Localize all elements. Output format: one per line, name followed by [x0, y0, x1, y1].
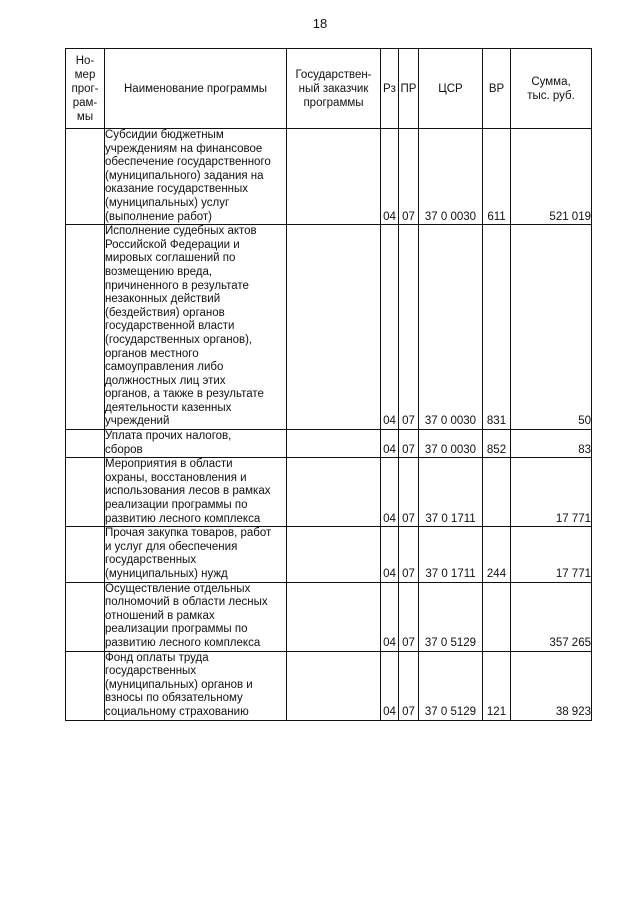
cell-number	[66, 651, 105, 720]
table-row	[66, 527, 592, 582]
cell-rz: 04	[381, 129, 399, 225]
page-number: 18	[312, 16, 328, 31]
table-row	[66, 651, 592, 720]
cell-sum: 17 771	[511, 527, 592, 582]
cell-program-name: Осуществление отдельных полномочий в области лесных отношений в рамках реализации программы по развитию лесного комплекса	[105, 582, 287, 651]
cell-csr: 37 0 0030	[419, 225, 483, 430]
cell-customer	[287, 129, 381, 225]
cell-program-name: Уплата прочих налогов, сборов	[105, 430, 287, 458]
cell-vr	[483, 458, 511, 527]
cell-customer	[287, 225, 381, 430]
cell-rz: 04	[381, 527, 399, 582]
cell-sum: 83	[511, 430, 592, 458]
header-rz: Рз	[381, 49, 399, 129]
header-pr: ПР	[399, 49, 419, 129]
cell-pr: 07	[399, 582, 419, 651]
header-number: Но- мер прог- рам- мы	[66, 49, 105, 129]
table-row	[66, 430, 592, 458]
cell-customer	[287, 527, 381, 582]
cell-program-name: Исполнение судебных актов Российской Федерации и мировых соглашений по возмещению вреда, причиненного в результате незаконных действий (бездействия) органов государственной власти (государственных органов), органов местного самоуправления либо должностных лиц этих органов, а также в результате деятельности казенных учреждений	[105, 225, 287, 430]
cell-number	[66, 527, 105, 582]
cell-sum: 38 923	[511, 651, 592, 720]
header-name: Наименование программы	[105, 49, 287, 129]
cell-csr: 37 0 5129	[419, 582, 483, 651]
cell-vr: 244	[483, 527, 511, 582]
cell-pr: 07	[399, 430, 419, 458]
table-body	[66, 129, 592, 721]
cell-vr: 611	[483, 129, 511, 225]
cell-pr: 07	[399, 651, 419, 720]
header-vr: ВР	[483, 49, 511, 129]
budget-table	[65, 48, 592, 721]
cell-csr: 37 0 0030	[419, 430, 483, 458]
cell-pr: 07	[399, 225, 419, 430]
cell-pr: 07	[399, 458, 419, 527]
cell-sum: 357 265	[511, 582, 592, 651]
cell-csr: 37 0 5129	[419, 651, 483, 720]
cell-number	[66, 430, 105, 458]
cell-rz: 04	[381, 458, 399, 527]
cell-rz: 04	[381, 582, 399, 651]
cell-customer	[287, 582, 381, 651]
cell-vr	[483, 582, 511, 651]
cell-sum: 521 019	[511, 129, 592, 225]
header-sum: Сумма, тыс. руб.	[511, 49, 592, 129]
cell-number	[66, 458, 105, 527]
cell-vr: 852	[483, 430, 511, 458]
cell-customer	[287, 430, 381, 458]
cell-sum: 50	[511, 225, 592, 430]
cell-pr: 07	[399, 129, 419, 225]
cell-sum: 17 771	[511, 458, 592, 527]
cell-csr: 37 0 0030	[419, 129, 483, 225]
cell-pr: 07	[399, 527, 419, 582]
cell-vr: 121	[483, 651, 511, 720]
cell-csr: 37 0 1711	[419, 527, 483, 582]
header-row	[66, 49, 592, 129]
cell-rz: 04	[381, 430, 399, 458]
header-customer: Государствен- ный заказчик программы	[287, 49, 381, 129]
table-row	[66, 225, 592, 430]
table-row	[66, 458, 592, 527]
cell-rz: 04	[381, 651, 399, 720]
cell-number	[66, 129, 105, 225]
cell-customer	[287, 458, 381, 527]
cell-rz: 04	[381, 225, 399, 430]
cell-program-name: Прочая закупка товаров, работ и услуг для обеспечения государственных (муниципальных) нужд	[105, 527, 287, 582]
cell-program-name: Субсидии бюджетным учреждениям на финансовое обеспечение государственного (муниципального) задания на оказание государственных (муниципальных) услуг (выполнение работ)	[105, 129, 287, 225]
table-row	[66, 582, 592, 651]
cell-number	[66, 225, 105, 430]
table-row	[66, 129, 592, 225]
cell-csr: 37 0 1711	[419, 458, 483, 527]
header-csr: ЦСР	[419, 49, 483, 129]
cell-vr: 831	[483, 225, 511, 430]
cell-program-name: Мероприятия в области охраны, восстановления и использования лесов в рамках реализации программы по развитию лесного комплекса	[105, 458, 287, 527]
cell-program-name: Фонд оплаты труда государственных (муниципальных) органов и взносы по обязательному социальному страхованию	[105, 651, 287, 720]
cell-customer	[287, 651, 381, 720]
cell-number	[66, 582, 105, 651]
